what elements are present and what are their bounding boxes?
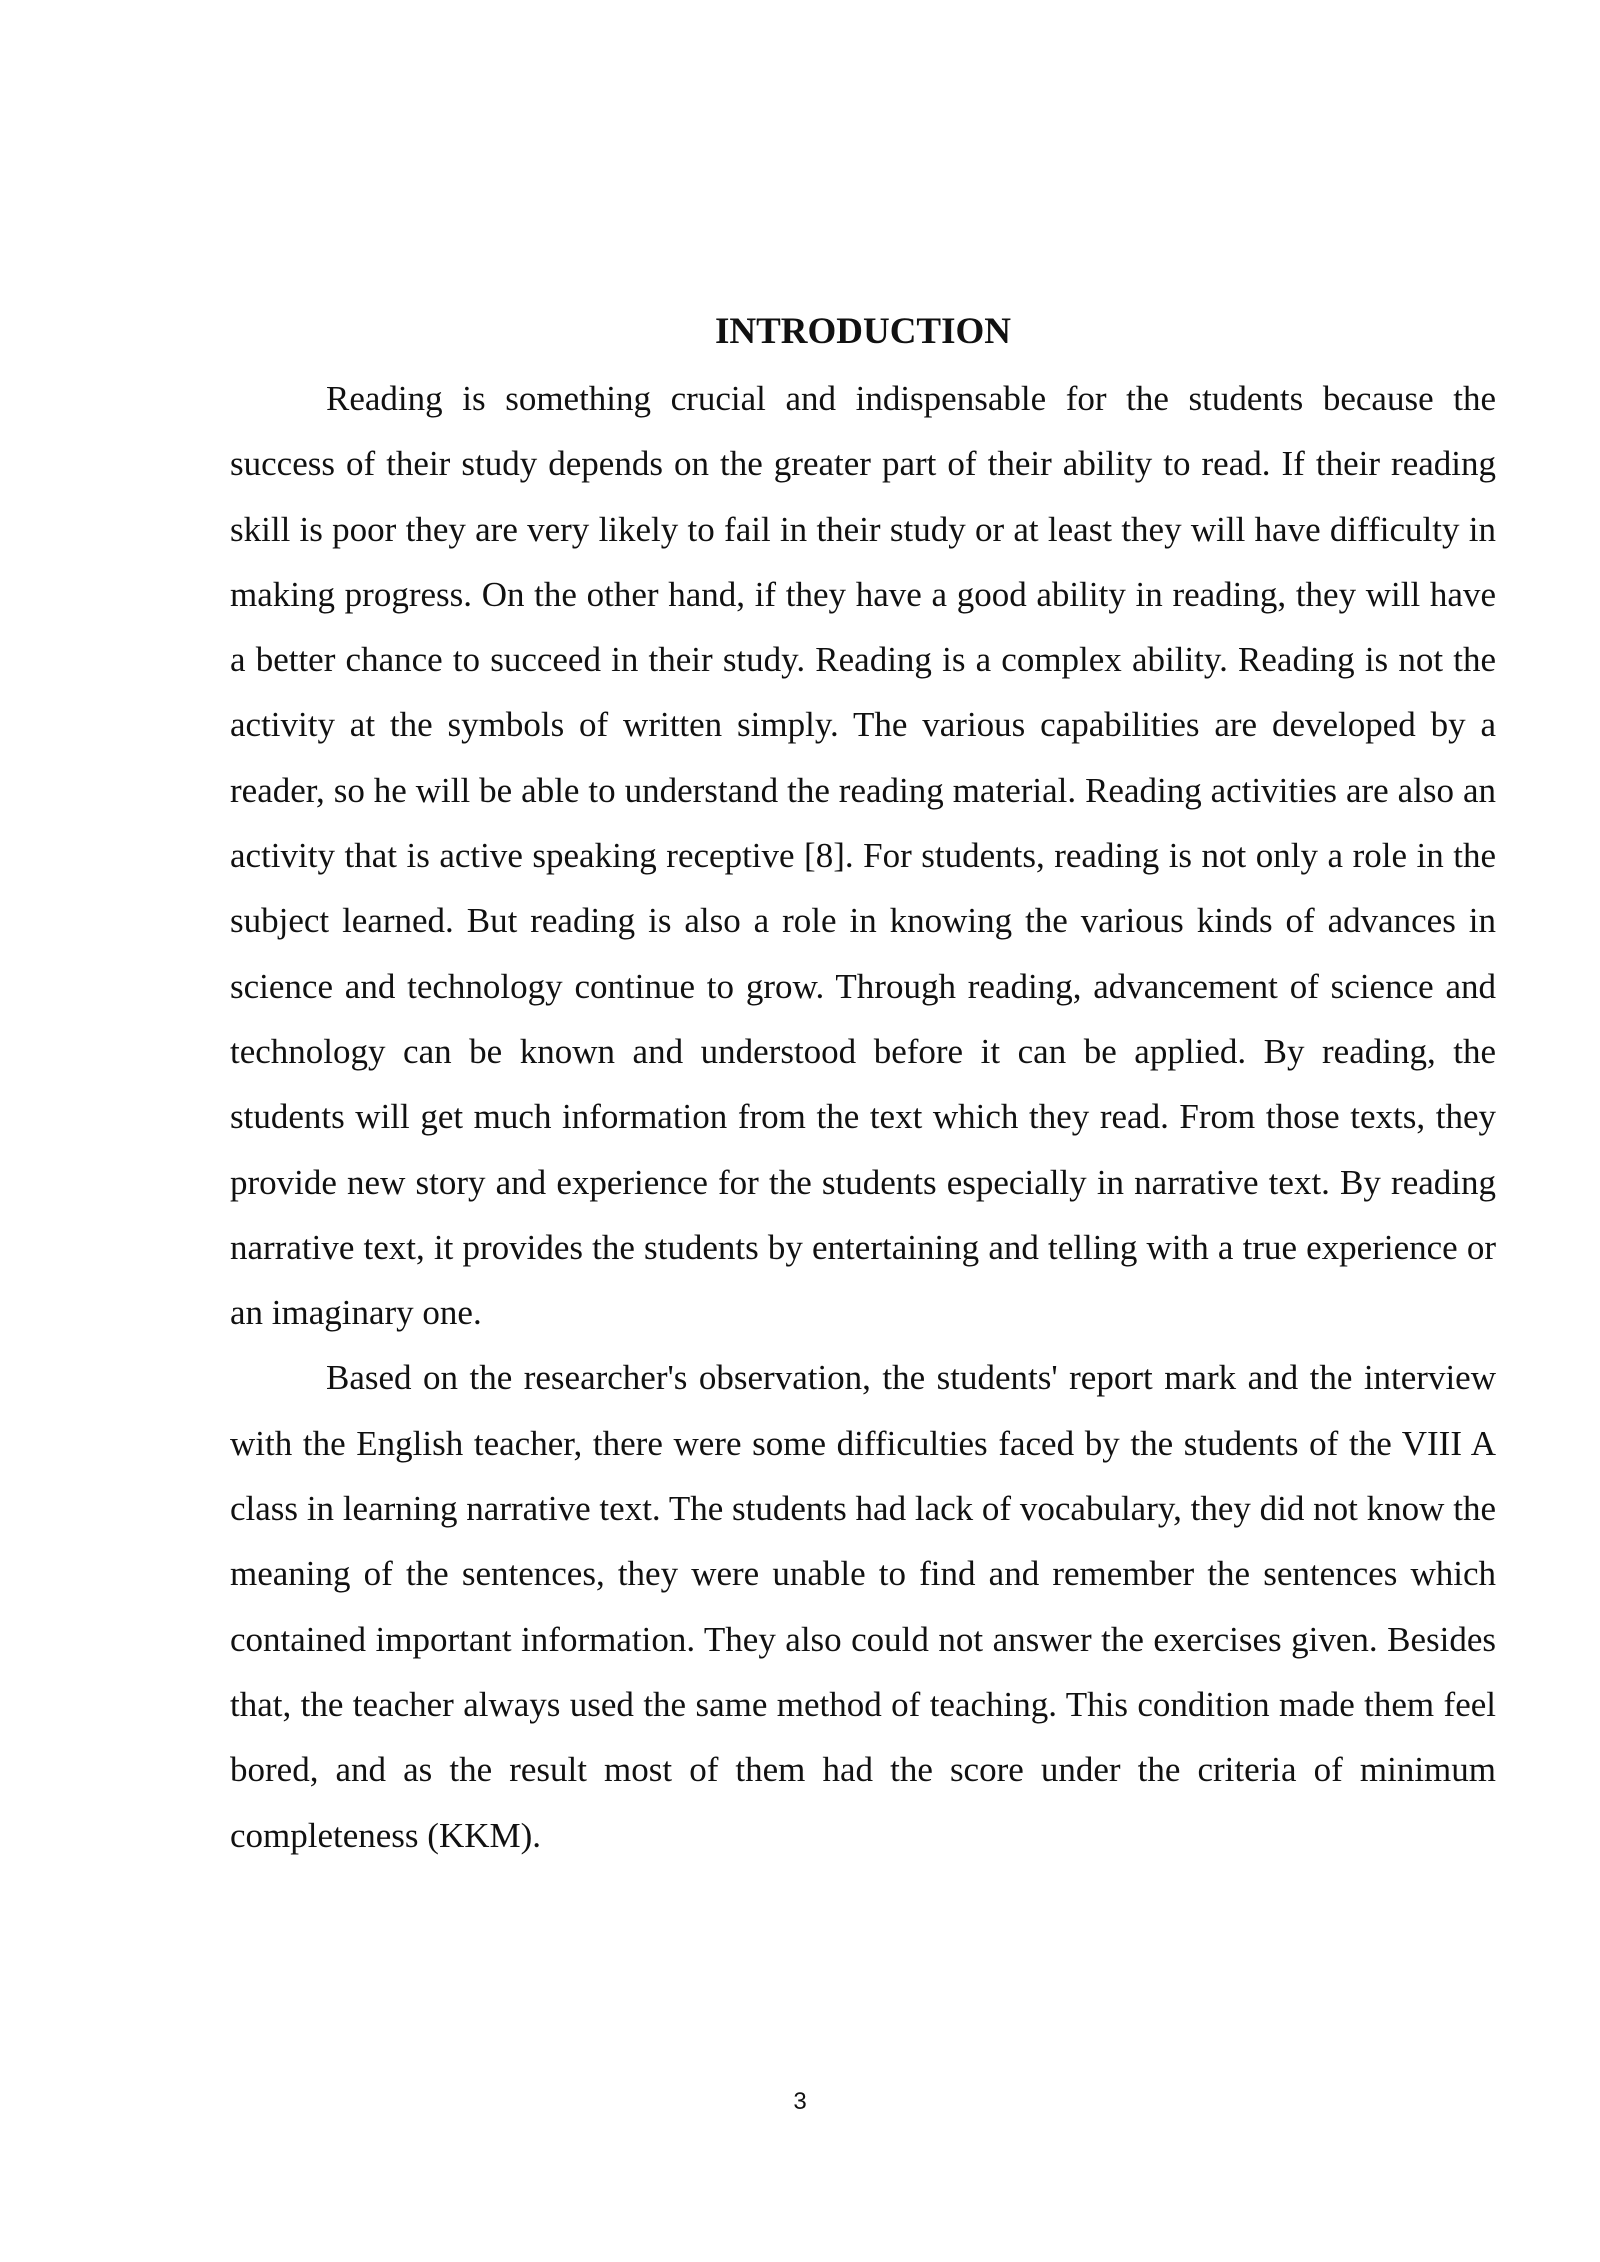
body-text xyxy=(230,366,1496,1868)
paragraph-2: Based on the researcher's observation, the students' report mark and the interview with the English teacher, there were some difficulties faced by the students of the VIII A class in learning narrative text. The students had lack of vocabulary, they did not know the meaning of the sentences, they were unable to find and remember the sentences which contained important information. They also could not answer the exercises given. Besides that, the teacher always used the same method of teaching. This condition made them feel bored, and as the result most of them had the score under the criteria of minimum completeness (KKM). xyxy=(230,1358,1496,1855)
page-heading: INTRODUCTION xyxy=(714,311,1012,352)
paragraph-1: Reading is something crucial and indispensable for the students because the success of their study depends on the greater part of their ability to read. If their reading skill is poor they are very likely to fail in their study or at least they will have difficulty in making progress. On the other hand, if they have a good ability in reading, they will have a better chance to succeed in their study. Reading is a complex ability. Reading is not the activity at the symbols of written simply. The various capabilities are developed by a reader, so he will be able to understand the reading material. Reading activities are also an activity that is active speaking receptive [8]. For students, reading is not only a role in the subject learned. But reading is also a role in knowing the various kinds of advances in science and technology continue to grow. Through reading, advancement of science and technology can be known and understood before it can be applied. By reading, the students will get much information from the text which they read. From those texts, they provide new story and experience for the students especially in narrative text. By reading narrative text, it provides the students by entertaining and telling with a true experience or an imaginary one. xyxy=(230,379,1496,1333)
page-number: 3 xyxy=(793,2088,807,2115)
